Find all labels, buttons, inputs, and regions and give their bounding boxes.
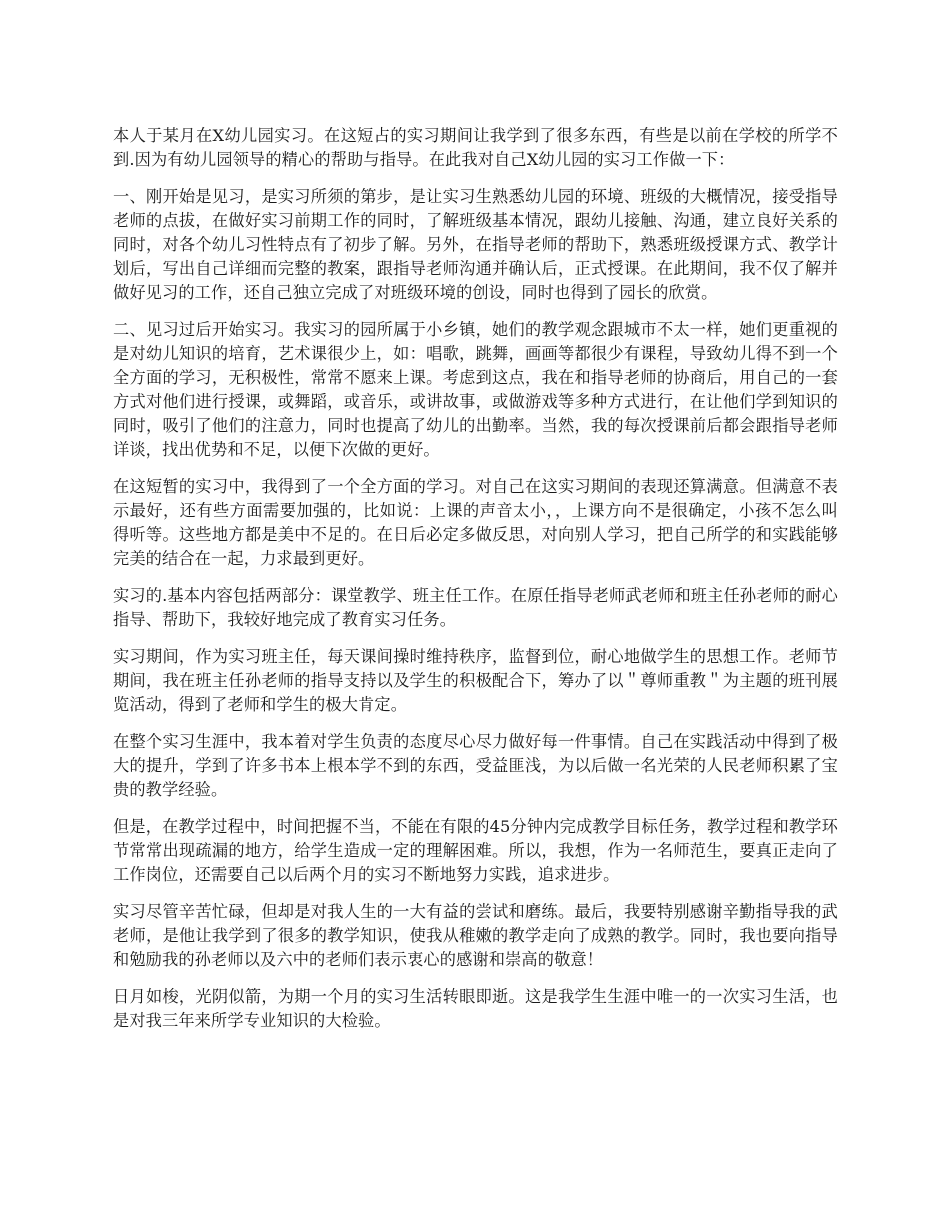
paragraph-intro: 本人于某月在X幼儿园实习。在这短占的实习期间让我学到了很多东西，有些是以前在学校的所学不到.因为有幼儿园领导的精心的帮助与指导。在此我对自己X幼儿园的实习工作做一下：	[113, 126, 838, 169]
paragraph-class-teacher-work: 实习期间，作为实习班主任，每天课间操时维持秩序，监督到位，耐心地做学生的思想工作。老师节期间，我在班主任孙老师的指导支持以及学生的积极配合下，筹办了以＂尊师重教＂为主题的班刊展览活动，得到了老师和学生的极大肯定。	[113, 647, 838, 714]
paragraph-internship-content: 实习的.基本内容包括两部分：课堂教学、班主任工作。在原任指导老师武老师和班主任孙老师的耐心指导、帮助下，我较好地完成了教育实习任务。	[113, 586, 838, 629]
paragraph-conclusion: 日月如梭，光阴似箭，为期一个月的实习生活转眼即逝。这是我学生生涯中唯一的一次实习生活，也是对我三年来所学专业知识的大检验。	[113, 987, 838, 1030]
paragraph-internship-phase: 二、见习过后开始实习。我实习的园所属于小乡镇，她们的教学观念跟城市不太一样，她们更重视的是对幼儿知识的培育，艺术课很少上，如：唱歌，跳舞，画画等都很少有课程，导致幼儿得不到一个全方面的学习，无积极性，常常不愿来上课。考虑到这点，我在和指导老师的协商后，用自己的一套方式对他们进行授课，或舞蹈，或音乐，或讲故事，或做游戏等多种方式进行，在让他们学到知识的同时，吸引了他们的注意力，同时也提高了幼儿的出勤率。当然，我的每次授课前后都会跟指导老师详谈，找出优势和不足，以便下次做的更好。	[113, 320, 838, 459]
paragraph-observation-phase: 一、刚开始是见习，是实习所须的第步，是让实习生熟悉幼儿园的环境、班级的大概情况，接受指导老师的点拔，在做好实习前期工作的同时，了解班级基本情况，跟幼儿接触、沟通，建立良好关系的同时，对各个幼儿习性特点有了初步了解。另外，在指导老师的帮助下，熟悉班级授课方式、教学计划后，写出自己详细而完整的教案，跟指导老师沟通并确认后，正式授课。在此期间，我不仅了解并做好见习的工作，还自己独立完成了对班级环境的创设，同时也得到了园长的欣赏。	[113, 187, 838, 302]
paragraph-self-assessment: 在这短暂的实习中，我得到了一个全方面的学习。对自己在这实习期间的表现还算满意。但满意不表示最好，还有些方面需要加强的，比如说：上课的声音太小，，上课方向不是很确定，小孩不怎么叫得听等。这些地方都是美中不足的。在日后必定多做反思，对向别人学习，把自己所学的和实践能够完美的结合在一起，力求最到更好。	[113, 477, 838, 568]
document-body	[113, 124, 838, 1046]
paragraph-career-gains: 在整个实习生涯中，我本着对学生负责的态度尽心尽力做好每一件事情。自己在实践活动中得到了极大的提升，学到了许多书本上根本学不到的东西，受益匪浅，为以后做一名光荣的人民老师积累了宝贵的教学经验。	[113, 732, 838, 799]
paragraph-shortcomings: 但是，在教学过程中，时间把握不当，不能在有限的45分钟内完成教学目标任务，教学过程和教学环节常常出现疏漏的地方，给学生造成一定的理解困难。所以，我想，作为一名师范生，要真正走向了工作岗位，还需要自己以后两个月的实习不断地努力实践，追求进步。	[113, 817, 838, 884]
paragraph-acknowledgements: 实习尽管辛苦忙碌，但却是对我人生的一大有益的尝试和磨练。最后，我要特别感谢辛勤指导我的武老师，是他让我学到了很多的教学知识，使我从稚嫩的教学走向了成熟的教学。同时，我也要向指导和勉励我的孙老师以及六中的老师们表示衷心的感谢和崇高的敬意！	[113, 902, 838, 969]
